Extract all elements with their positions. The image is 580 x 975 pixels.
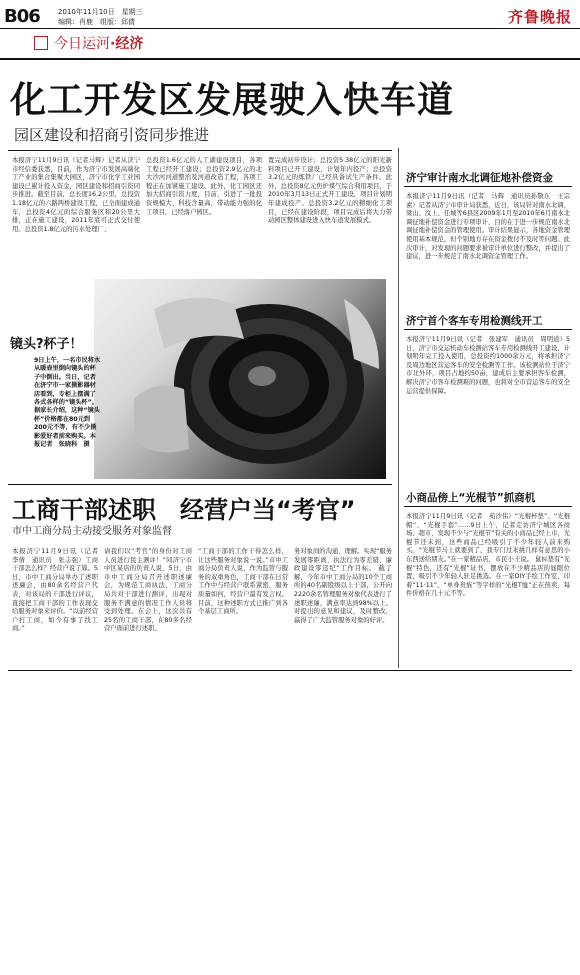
story2-rule <box>8 484 392 485</box>
main-subheadline: 园区建设和招商引资同步推进 <box>14 126 210 144</box>
section-marker-icon <box>34 36 48 50</box>
main-col-1: 本报济宁11月9日讯（记者马辉）记者从济宁市经信委获悉，目前，作为济宁市发展高端化工产业的集合集聚大园区，济宁市化学工业园建设已累计投入资金，园区建设和招商引资同步推进。截至目前，总长度16.2公里，总投资1.18亿元的六路两桥建设工程，已全面建成通车，总投资4亿元的综合服务区和20公里大排，正在施工建设，2011年底可正式交付使用。总投资1.8亿元的污水处理厂、 <box>12 157 140 233</box>
story2-col-1: 本报济宁11月9日讯（记者 李倩 通讯员 张志强）工商干部怎么样？经营户说了算。5日，市中工商分局举办了述职述廉会，由80余名经营户代表，对该局的干部进行评议，直接把工商干部的工作表现交给服务对象来评价。“以前经营户打工商，如今有事了找工商。” <box>12 548 105 633</box>
right-s2-text: 本报济宁11月9日讯（记者 张建军 通讯员 周明道）5日，济宁市交运机动车检测站客车专用检测线开工建设，计划明年完工投入使用，总投资约1000余万元，将承担济宁及周边地区营运客车的安全检测等工作。该检测站位于济宁市北外环，项目占地约50亩，建成后主要承担客车检测，解决济宁市客车检测难的问题，也将对全市营运客车的安全运营提供保障。 <box>406 336 570 395</box>
right-s1-text: 本报济宁11月9日讯（记者 马辉 通讯员孙敬东 王宗素）记者从济宁市审计局获悉，近日，该局针对南水北调，梁山、汶上、任城等6县区2009年1月至2010年6月南水北调征地补偿资金进行专项审计，目的在于进一步规范南水北调征地补偿资金的管理使用。审计结果显示，各地资金管理使用基本规范，但个别地方存在资金拨付不及时等问题。此次审计，对发现的问题要求被审计单位进行整改，并提出了建议，进一步规范了南水北调资金管理工作。 <box>406 193 570 261</box>
camera-lens-mug-photo <box>94 279 386 479</box>
story2-col-4: 务对象间的沟通、理解。实现“服务发展零距离、执法行为零差错、廉政建设零违纪”工作目标。 截了解，今年市中工商分局的10个工商所的40名副股级以上干部，公开向2220余名管理服务对象代表进行了述职述廉，满意率达到98%以上。对提出的意见和建议，及时整改，赢得了广大监管服务对象的好评。 <box>294 548 392 624</box>
right-s2-rule <box>404 329 572 330</box>
issue-date: 2010年11月10日 星期三 <box>58 8 143 16</box>
editors-line: 编辑：肖鹿 组版：邱倩 <box>58 18 135 26</box>
section-prefix: 今日运河 <box>54 36 110 52</box>
photo-headline: 镜头?杯子！ <box>10 337 83 352</box>
main-rule <box>8 150 392 151</box>
column-divider <box>398 148 399 668</box>
right-s3-rule <box>404 506 572 507</box>
page-number: B06 <box>4 6 40 27</box>
story2-col-3: “工商干部的工作干得怎么样，让这些服务对象说一说。”市中工商分局负责人说，作为监管与服务的双重角色，工商干部在日常工作中与经营户联系紧密，服务质量如何，经营户最有发言权。目前，这种述职方式已推广到各个基层工商所。 <box>198 548 288 616</box>
right-s1-rule <box>404 186 572 187</box>
right-s1-headline: 济宁审计南水北调征地补偿资金 <box>406 172 553 184</box>
header-rule-bottom <box>0 58 580 60</box>
section-name: ·经济 <box>110 36 144 52</box>
photo-caption: 9日上午，一名市民将水从暖壶里倒向镜头的杯子中倒出。当日，记者在济宁市一家摄影器材店看到，专柜上摆满了各式各样的“镜头杯”。据家长介绍，这种“镜头杯”价格都在80元到200元不等，有不少摄影爱好者前来购买。本报记者 张晓科 摄 <box>34 357 101 449</box>
newspaper-logo: 齐鲁晚报 <box>507 8 572 26</box>
lens-mug-illustration <box>94 279 386 479</box>
main-col-2: 总投资1.6亿元的人工湖建设项目，各项工程已经开工建设；总投资2.9亿元的北大沙河河道整治及河道改造工程，各项工程正在加紧施工建设。此外，化工园区还加大招商引资力度，目前，引进了一批投资规模大、科技含量高、带动能力强的化工项目，已经落户园区。 <box>146 157 262 216</box>
right-s3-headline: 小商品傍上“光棍节”抓商机 <box>406 492 536 504</box>
story2-col-2: 请我们以“考官”的身份对工商人员进行民主测评！”同济宁市中区某店的负责人说，5日，由市中工商分局召开述职述廉会，为规范工商执法，工商分局共对干部进行测评，出现对服务不满意的情况工作人员将受到处理。在会上，这次共有25名的工商干部，在80多名经营户面前进行述职。 <box>104 548 192 633</box>
main-headline: 化工开发区发展驶入快车道 <box>10 80 455 121</box>
right-s2-headline: 济宁首个客车专用检测线开工 <box>406 315 543 327</box>
story2-headline: 工商干部述职 经营户当“考官” <box>12 496 356 524</box>
main-col-3: 置完成初步设计；总投资5.38亿元的阳光新料项目已开工建设，计划年内投产；总投资3.2亿元的炼铁厂已经具备试生产条件。此外，总投资8亿元焦炉煤气综合利用项目，于2010年3月13日正式开工建设，项目计划明年建成投产。总投资3.2亿元的精细化工项目，已经在建设阶段，项目完成后将大力带动园区整体建设进入快车道发展模式。 <box>268 157 392 225</box>
section-title <box>54 33 143 53</box>
page-bottom-rule <box>8 670 572 671</box>
story2-subheadline: 市中工商分局主动接受服务对象监督 <box>12 526 172 537</box>
right-s3-text: 本报济宁11月9日讯（记者 苑沙伟）“光棍杯垫”、“光棍帽”、“光棍手套”……9日上午，记者走访济宁城区各商场、超市，发现不少与“光棍节”有关的小商品已经上市，光棍节还未到，这些商品已经吸引了不少年轻人前来购买。“光棍节马上就要到了，我专门过来挑几样有意思的小东西送给朋友。”在一家精品店，市民小王说。 鼠标垫有“光棍”特色，还有“光棍”证书，摆放在不少精品店的显眼位置，吸引不少年轻人驻足挑选。在一家DIY手绘工作室，印着“11·11”、“单身贵族”等字样的“光棍T恤”正在热卖，每件价格在几十元不等。 <box>406 513 570 598</box>
header-rule-top <box>0 28 580 29</box>
